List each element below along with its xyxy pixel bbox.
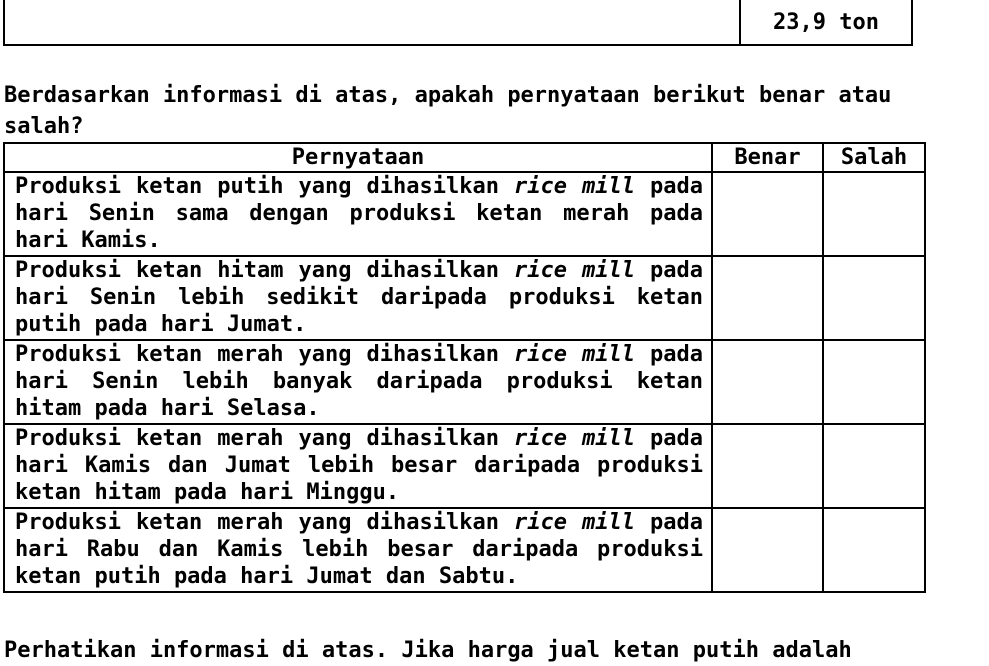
header-benar: Benar (712, 143, 823, 172)
statement-cell: Produksi ketan putih yang dihasilkan rice mill pada hari Senin sama dengan produksi ketan merah pada hari Kamis. (4, 172, 712, 256)
salah-answer-cell[interactable] (823, 340, 925, 424)
statement-cell: Produksi ketan hitam yang dihasilkan rice mill pada hari Senin lebih sedikit daripada produksi ketan putih pada hari Jumat. (4, 256, 712, 340)
statement-cell: Produksi ketan merah yang dihasilkan rice mill pada hari Senin lebih banyak daripada produksi ketan hitam pada hari Selasa. (4, 340, 712, 424)
statement-table (3, 142, 926, 593)
salah-answer-cell[interactable] (823, 508, 925, 592)
statement-cell: Produksi ketan merah yang dihasilkan rice mill pada hari Rabu dan Kamis lebih besar daripada produksi ketan putih pada hari Jumat dan Sabtu. (4, 508, 712, 592)
header-statement: Pernyataan (4, 143, 712, 172)
table-header-row (4, 143, 925, 172)
salah-answer-cell[interactable] (823, 172, 925, 256)
table-row (4, 424, 925, 508)
benar-answer-cell[interactable] (712, 340, 823, 424)
table-row (4, 256, 925, 340)
question-text: Berdasarkan informasi di atas, apakah pernyataan berikut benar atau salah? (4, 83, 892, 139)
benar-answer-cell[interactable] (712, 256, 823, 340)
table-row (4, 172, 925, 256)
table-row (4, 508, 925, 592)
salah-answer-cell[interactable] (823, 256, 925, 340)
empty-cell (4, 0, 740, 45)
benar-answer-cell[interactable] (712, 172, 823, 256)
next-question-text: Perhatikan informasi di atas. Jika harga jual ketan putih adalah (4, 638, 852, 663)
benar-answer-cell[interactable] (712, 508, 823, 592)
header-salah: Salah (823, 143, 925, 172)
production-total-cell: 23,9 ton (740, 0, 912, 45)
previous-table-fragment (3, 0, 913, 46)
benar-answer-cell[interactable] (712, 424, 823, 508)
salah-answer-cell[interactable] (823, 424, 925, 508)
table-row (4, 0, 912, 45)
statement-cell: Produksi ketan merah yang dihasilkan rice mill pada hari Kamis dan Jumat lebih besar daripada produksi ketan hitam pada hari Minggu. (4, 424, 712, 508)
table-row (4, 340, 925, 424)
